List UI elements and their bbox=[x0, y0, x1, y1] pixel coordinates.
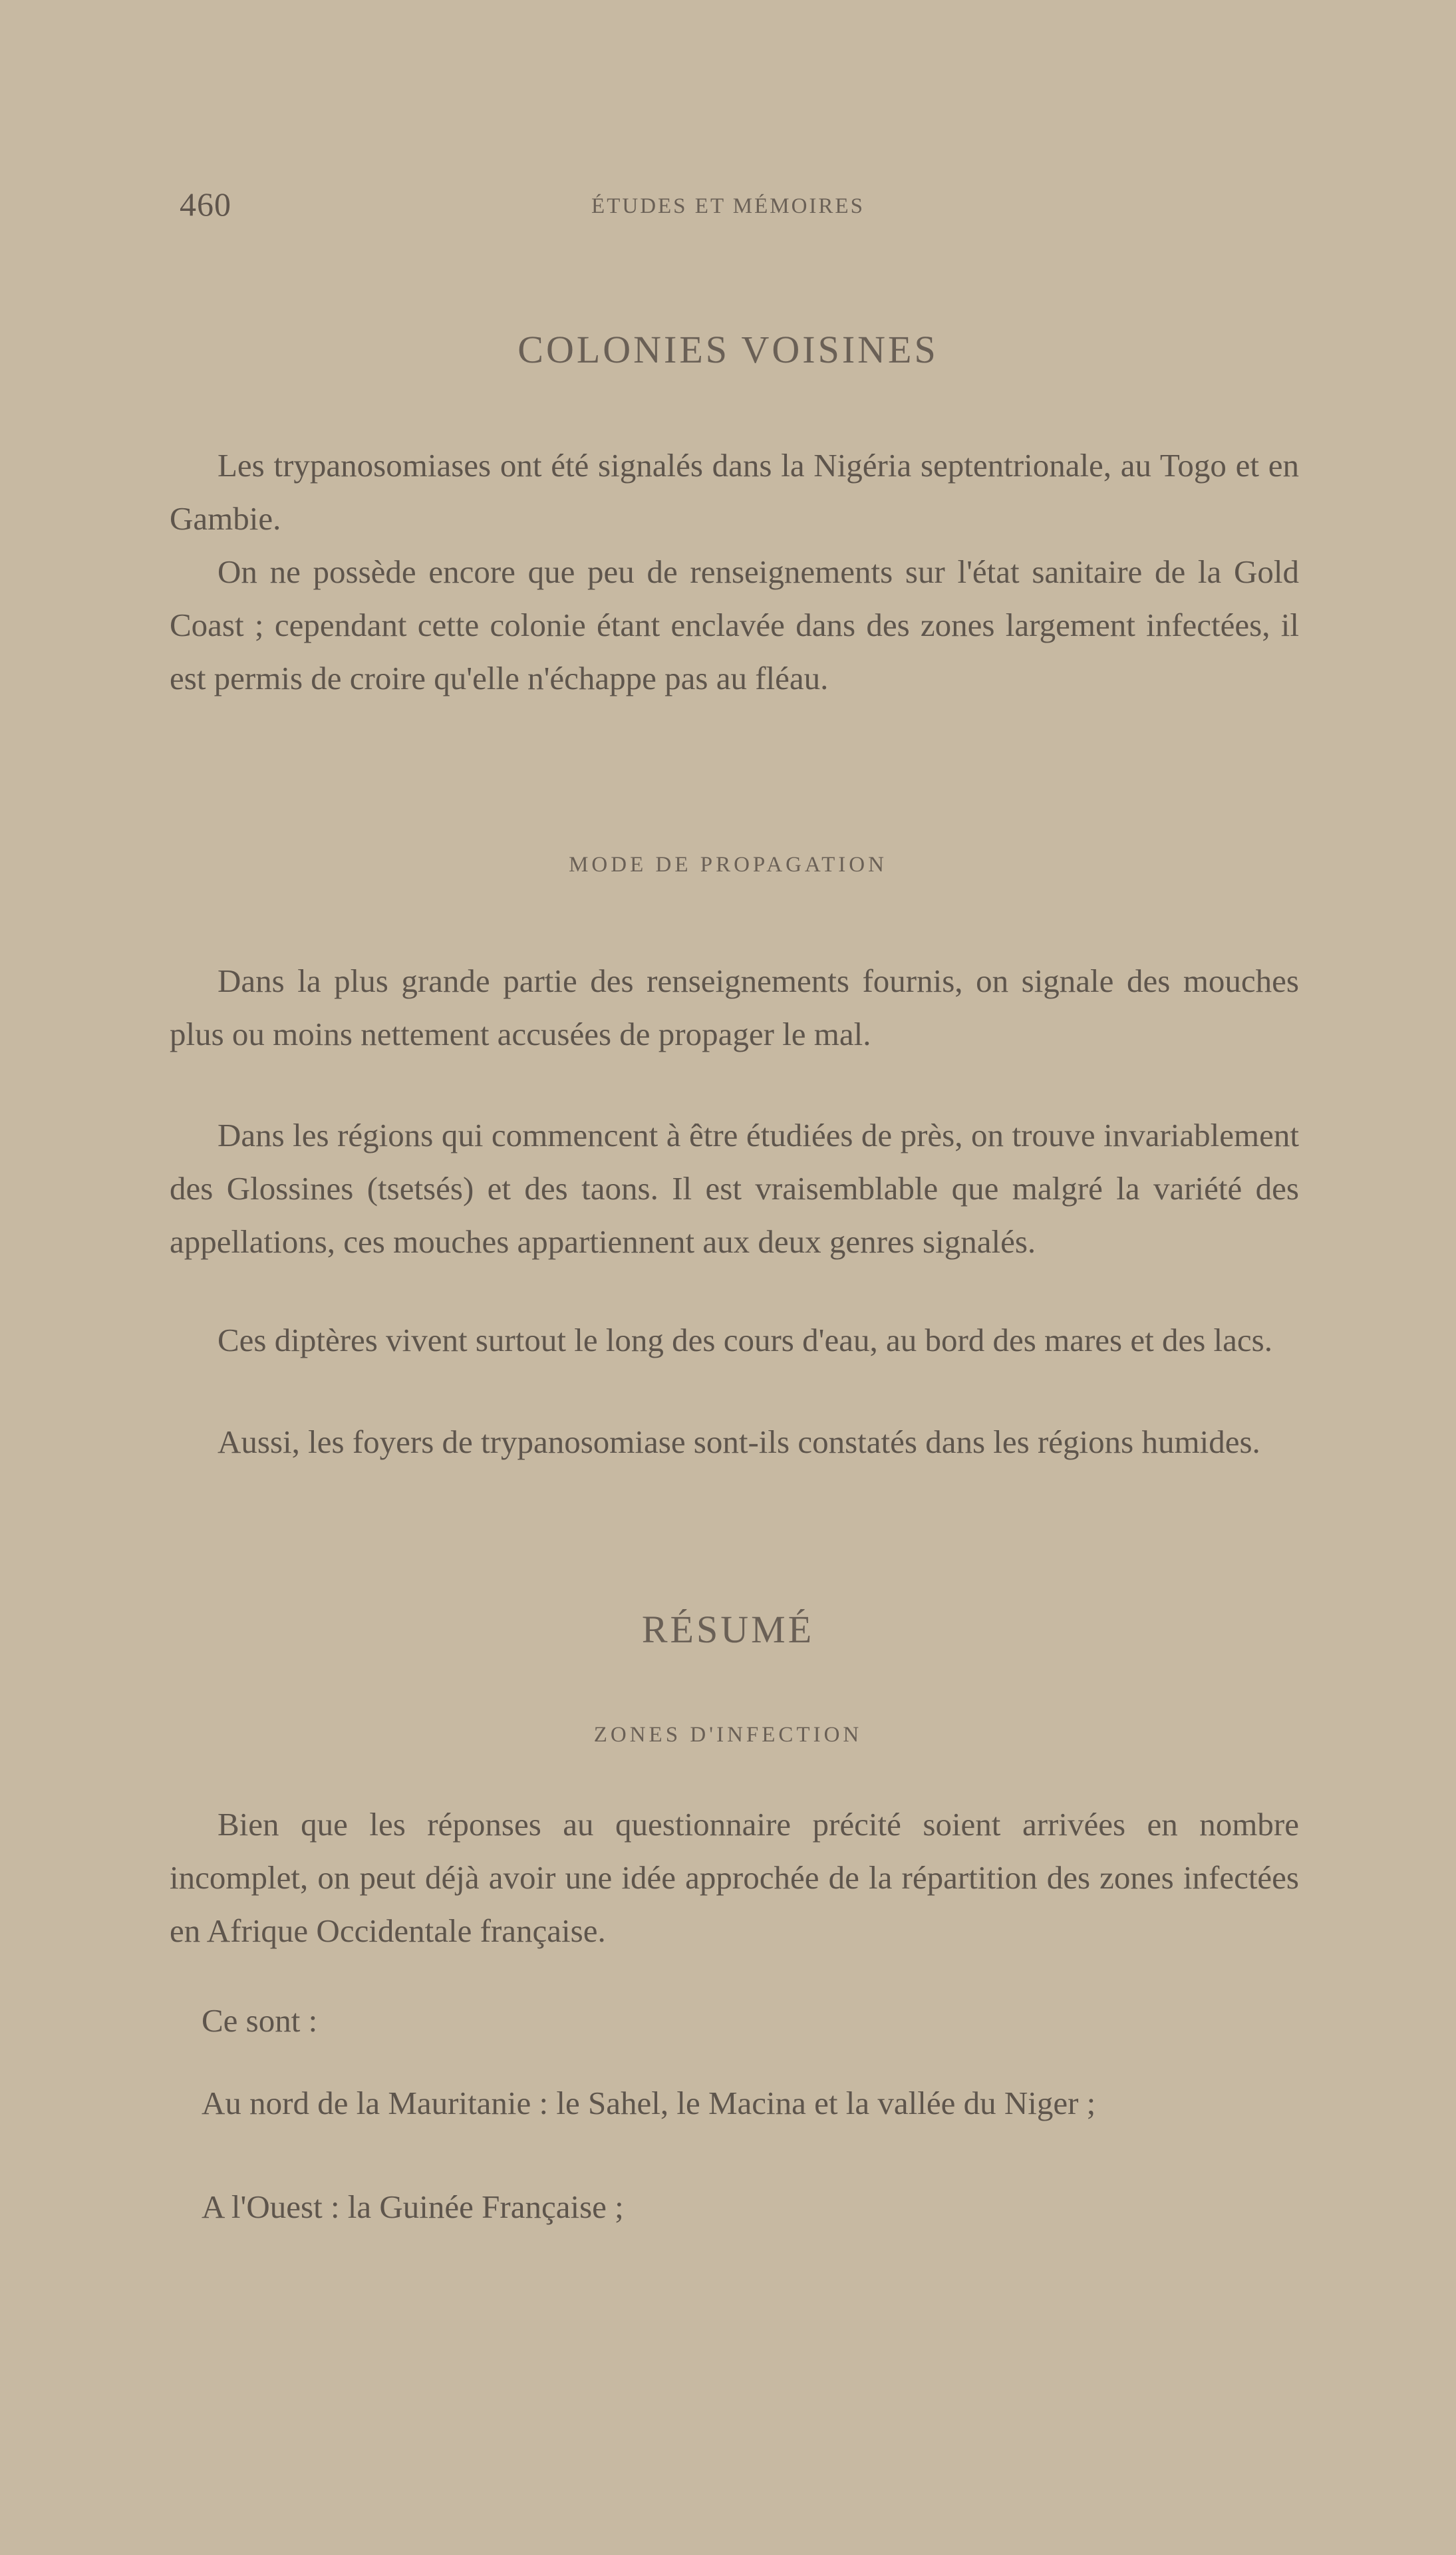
section-title-colonies: COLONIES VOISINES bbox=[517, 328, 939, 371]
paragraph-propagation-3: Ces diptères vivent surtout le long des cours d'eau, au bord des mares et des lacs. bbox=[218, 1322, 1272, 1358]
paragraph-colonies-2: On ne possède encore que peu de renseignements sur l'état sanitaire de la Gold Coast ; cependant cette colonie étant enclavée dans des zones largement infectées, il est permis de croire qu'elle n'échappe pas au fléau. bbox=[170, 553, 1299, 696]
paragraph-propagation-2: Dans les régions qui commencent à être étudiées de près, on trouve invariablement des Glossines (tsetsés) et des taons. Il est vraisemblable que malgré la variété des appellations, ces mouches appartiennent aux deux genres signalés. bbox=[170, 1117, 1299, 1260]
page-header bbox=[0, 185, 1456, 231]
paragraph-zones-4: A l'Ouest : la Guinée Française ; bbox=[202, 2188, 624, 2225]
paragraph-zones-1: Bien que les réponses au questionnaire précité soient arrivées en nombre incomplet, on peut déjà avoir une idée approchée de la répartition des zones infectées en Afrique Occidentale française. bbox=[170, 1806, 1299, 1949]
paragraph-propagation-1: Dans la plus grande partie des renseignements fournis, on signale des mouches plus ou moins nettement accusées de propager le mal. bbox=[170, 963, 1299, 1052]
section-title-zones: ZONES D'INFECTION bbox=[593, 1723, 863, 1747]
paragraph-propagation-4: Aussi, les foyers de trypanosomiase sont-ils constatés dans les régions humides. bbox=[218, 1424, 1260, 1460]
section-title-propagation: MODE DE PROPAGATION bbox=[569, 853, 887, 877]
paragraph-zones-2: Ce sont : bbox=[202, 2002, 318, 2039]
section-title-resume: RÉSUMÉ bbox=[641, 1608, 815, 1651]
paragraph-colonies-1: Les trypanosomiases ont été signalés dans la Nigéria septentrionale, au Togo et en Gambie. bbox=[170, 447, 1299, 537]
page-number: 460 bbox=[180, 186, 231, 223]
running-head: ÉTUDES ET MÉMOIRES bbox=[591, 194, 865, 218]
paragraph-zones-3: Au nord de la Mauritanie : le Sahel, le Macina et la vallée du Niger ; bbox=[202, 2085, 1096, 2121]
